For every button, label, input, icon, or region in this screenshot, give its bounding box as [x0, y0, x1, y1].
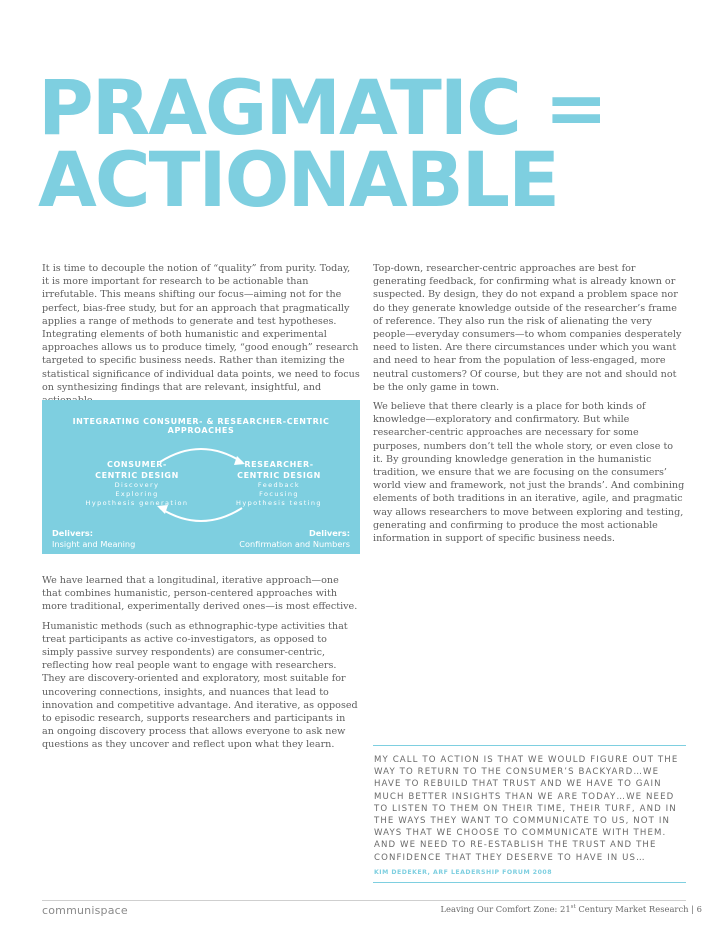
approaches-diagram: [42, 400, 360, 554]
body-paragraph: We believe that there clearly is a place for both kinds of knowledge—exploratory and confirmatory. But while researcher-centric approaches are necessary for some purposes, numbers don’t tell the whole story, or even close to it. By grounding knowledge generation in the humanistic tradition, we ensure that we are focusing on the consumers’ world view and framework, not just the brands’. And combining elements of both traditions in an iterative, agile, and pragmatic way allows researchers to move between exploring and testing, generating and confirming to produce the most actionable information in support of specific business needs.: [373, 401, 685, 545]
communispace-logo: communispace: [42, 904, 128, 917]
researcher-centric-design: [214, 459, 344, 508]
delivers-label: Delivers:: [52, 528, 94, 538]
consumer-item: Exploring: [115, 490, 159, 498]
delivers-label: Delivers:: [308, 528, 350, 538]
body-paragraph: We have learned that a longitudinal, iterative approach—one that combines humanistic, person-centered approaches with more traditional, experimentally derived ones—is most effective.: [42, 575, 358, 613]
delivers-insight: [52, 528, 135, 550]
delivers-text: Confirmation and Numbers: [239, 539, 350, 549]
title-line-1: PRAGMATIC =: [38, 63, 607, 152]
body-paragraph: Humanistic methods (such as ethnographic-type activities that treat participants as active co-investigators, as opposed to simply passive survey respondents) are consumer-centric, reflecting how real people want to engage with researchers. They are discovery-oriented and exploratory, most suitable for uncovering connections, insights, and nuances that lead to innovation and competitive advantage. And iterative, as opposed to episodic research, supports researchers and participants in an ongoing discovery process that allows everyone to ask new questions as they uncover and reflect upon what they learn.: [42, 620, 358, 751]
consumer-title-1: CONSUMER-: [107, 460, 167, 469]
body-paragraph: Top-down, researcher-centric approaches are best for generating feedback, for confirming what is already known or suspected. By design, they do not expand a problem space nor do they generate knowledge outside of the researcher’s frame of reference. They also run the risk of alienating the very people—everyday consumers—to whom companies desperately need to listen. Are there circumstances under which you want and need to hear from the population of less-engaged, more neutral customers? Of course, but they are not and should not be the only game in town.: [373, 263, 682, 393]
footer-title-sup: st: [570, 904, 576, 911]
quote-top-rule: [373, 745, 686, 746]
right-column: [373, 262, 685, 551]
methods-column: [42, 574, 360, 758]
consumer-centric-design: [72, 459, 202, 508]
quote-bottom-rule: [373, 882, 686, 883]
intro-paragraph: It is time to decouple the notion of “quality” from purity. Today, it is more important for research to be actionable than irrefutable. This means shifting our focus—aiming not for the perfect, bias-free study, but for an approach that pragmatically applies a range of methods to generate and test hypotheses. Integrating elements of both humanistic and experimental approaches allows us to produce timely, “good enough” research targeted to specific business needs. Rather than itemizing the statistical significance of individual data points, we need to focus on synthesizing findings that are relevant, insightful, and: [42, 263, 360, 393]
page-title: [38, 63, 698, 224]
researcher-item: Feedback: [257, 481, 301, 489]
delivers-text: Insight and Meaning: [52, 539, 136, 549]
title-line-2: ACTIONABLE: [38, 135, 559, 224]
footer-title: [440, 904, 702, 914]
consumer-item: Discovery: [114, 481, 160, 489]
consumer-item: Hypothesis generation: [85, 499, 189, 507]
footer-title-pre: Leaving Our Comfort Zone: 21: [440, 904, 571, 914]
intro-column: [42, 262, 360, 413]
consumer-title-2: CENTRIC DESIGN: [95, 471, 179, 480]
researcher-title-2: CENTRIC DESIGN: [237, 471, 321, 480]
quote-attribution: KIM DEDEKER, ARF LEADERSHIP FORUM 2008: [374, 868, 552, 876]
pull-quote: [374, 754, 686, 879]
footer-title-post: Century Market Research | 6: [575, 904, 702, 914]
researcher-item: Hypothesis testing: [236, 499, 322, 507]
researcher-item: Focusing: [259, 490, 299, 498]
researcher-title-1: RESEARCHER-: [244, 460, 314, 469]
quote-text: MY CALL TO ACTION IS THAT WE WOULD FIGURE OUT THE WAY TO RETURN TO THE CONSUMER’S BACKYARD…WE HAVE TO REBUILD THAT TRUST AND WE HAVE TO GAIN MUCH BETTER INSIGHTS THAN WE ARE TODAY…WE NEED TO LISTEN TO THEM ON THEIR TIME, THEIR TURF, AND IN THE WAYS THEY WANT TO COMMUNICATE TO US, NOT IN WAYS THAT WE CHOOSE TO COMMUNICATE WITH THEM. AND WE NEED TO RE-ESTABLISH THE TRUST AND THE CONFIDENCE THAT THEY DESERVE TO HAVE IN US…: [374, 755, 679, 863]
delivers-confirmation: [239, 528, 350, 550]
diagram-heading: INTEGRATING CONSUMER- & RESEARCHER-CENTRIC APPROACHES: [72, 417, 330, 435]
footer-rule: [42, 900, 686, 901]
